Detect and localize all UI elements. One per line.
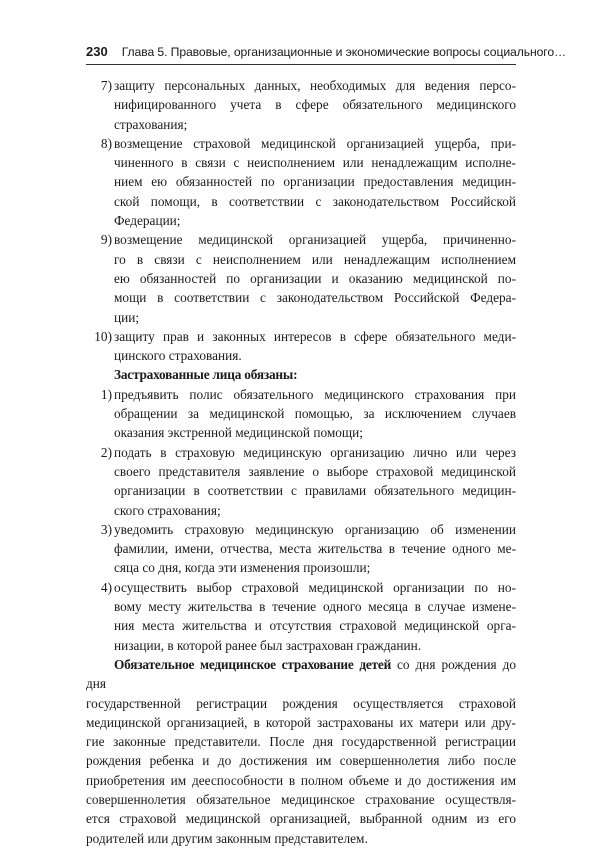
page-body [86, 76, 516, 848]
text-line: ского страхования; [114, 502, 221, 518]
running-title: Глава 5. Правовые, организационные и экономические вопросы социального… [121, 45, 567, 59]
list-item-number: 1) [100, 386, 112, 402]
text-line: защиту прав и законных интересов в сфере обязательного меди- [114, 328, 516, 344]
text-line: го в связи с неисполнением или ненадлежащим исполнением [114, 251, 516, 267]
text-line: медицинской организацией, в которой застрахованы их матери или дру- [86, 714, 516, 730]
list-item-number: 4) [100, 579, 112, 595]
text-line: фамилии, имени, отчества, места жительства в течение одного ме- [114, 541, 516, 557]
list-item-number: 10) [94, 328, 112, 344]
text-line: Федерации; [114, 213, 181, 229]
text-line: государственной регистрации рождения осуществляется страховой [86, 695, 516, 711]
text-line: совершеннолетия обязательное медицинское страхование осуществля- [86, 791, 516, 807]
list-item [86, 578, 516, 655]
text-line: возмещение медицинской организацией ущерба, причиненно- [114, 232, 516, 248]
text-line: осуществить выбор страховой медицинской организации по но- [114, 579, 516, 595]
text-line: ния места жительства и отсутствия страховой медицинской орга- [114, 618, 516, 634]
paragraph-lead-term: Обязательное медицинское страхование детей [114, 656, 392, 672]
page-header [86, 42, 567, 65]
list-item-number: 7) [100, 78, 112, 93]
text-line: оказания экстренной медицинской помощи; [114, 425, 363, 441]
rights-list [86, 76, 516, 365]
text-line: гие законные представители. После дня государственной регистрации [86, 734, 516, 750]
page-number: 230 [86, 44, 108, 59]
text-line: цинского страхования. [114, 348, 242, 364]
text-line: уведомить страховую медицинскую организацию об изменении [114, 521, 516, 537]
list-item [86, 385, 516, 443]
list-item [86, 443, 516, 520]
obligations-list [86, 385, 516, 655]
text-line: возмещение страховой медицинской организацией ущерба, при- [114, 135, 516, 151]
text-line: сяца со дня, когда эти изменения произошли; [114, 560, 371, 576]
text-line: ею обязанностей по организации и оказанию медицинской по- [114, 270, 516, 286]
text-line: низации, в которой ранее был застрахован гражданин. [114, 637, 422, 653]
text-line: организации в соответствии с правилами обязательного медицин- [114, 483, 516, 499]
text-line: подать в страховую медицинскую организацию лично или через [114, 444, 516, 460]
list-item [86, 520, 516, 578]
list-item-number: 9) [100, 232, 112, 248]
text-line: страхования; [114, 116, 188, 132]
list-item [86, 134, 516, 230]
list-item-number: 8) [100, 135, 112, 151]
text-line: вому месту жительства в течение одного месяца в случае измене- [114, 599, 516, 615]
list-item-number: 3) [100, 521, 112, 537]
text-line: ется страховой медицинской организацией, выбранной одним из его [86, 811, 516, 827]
text-line [86, 655, 516, 694]
children-insurance-paragraph [86, 655, 516, 848]
text-line: чиненного в связи с неисполнением или ненадлежащим исполне- [114, 155, 516, 171]
text-line: предъявить полис обязательного медицинского страхования при [114, 386, 516, 402]
text-line: ской помощи, в соответствии с законодательством Российской [114, 193, 516, 209]
list-item-number: 2) [100, 444, 112, 460]
paragraph-lead-rest: со дня рождения до дня [86, 656, 516, 692]
list-item [86, 76, 516, 134]
list-item [86, 327, 516, 366]
text-line: защиту персональных данных, необходимых для ведения персо- [114, 78, 516, 93]
text-line: обращении за медицинской помощью, за исключением случаев [114, 406, 516, 422]
text-line: родителей или другим законным представителем. [86, 830, 368, 846]
list-item [86, 230, 516, 326]
text-line: мощи в соответствии с законодательством Российской Федера- [114, 290, 516, 306]
text-line: своего представителя заявление о выборе страховой медицинской [114, 463, 516, 479]
text-line: приобретения им дееспособности в полном объеме и до достижения им [86, 772, 516, 788]
text-line: рождения ребенка и до достижения им совершеннолетия либо после [86, 753, 516, 769]
text-line: нифицированного учета в сфере обязательного медицинского [114, 97, 516, 113]
section-heading: Застрахованные лица обязаны: [114, 367, 298, 383]
text-line: нием ею обязанностей по организации предоставления медицин- [114, 174, 516, 190]
text-line: ции; [114, 309, 140, 325]
